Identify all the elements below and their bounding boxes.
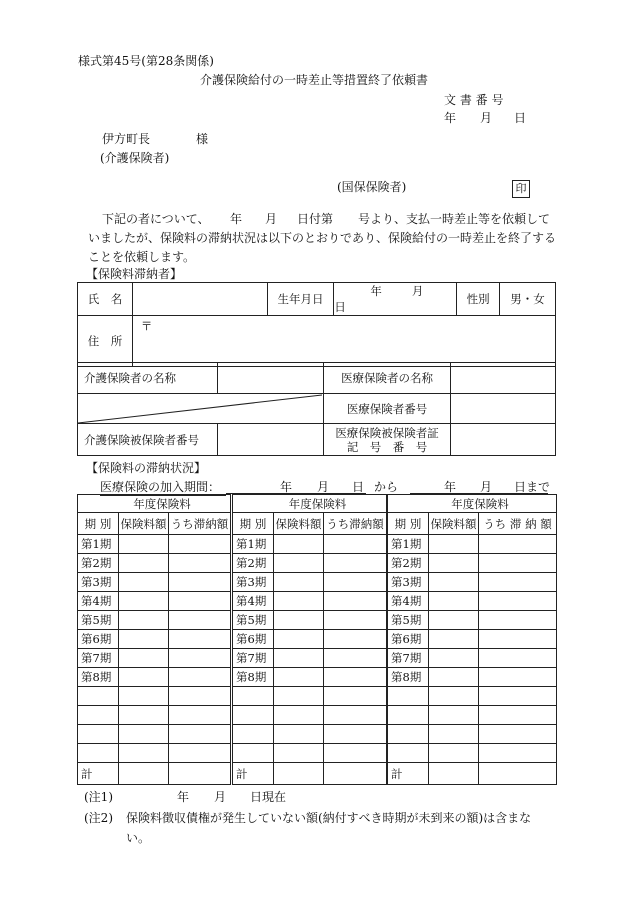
period-cell: 第7期 — [233, 649, 274, 668]
period-cell — [233, 706, 274, 725]
premium-cell[interactable] — [274, 630, 324, 649]
delinquent-cell[interactable] — [479, 706, 557, 725]
table-row — [233, 706, 387, 725]
delinquent-cell[interactable] — [479, 649, 557, 668]
iryo-insured-cert-label: 医療保険被保険者証 記 号 番 号 — [324, 424, 450, 456]
delinquent-cell[interactable] — [479, 725, 557, 744]
period-month-2: 月 — [480, 480, 493, 494]
premium-cell[interactable] — [274, 535, 324, 554]
table-row — [388, 611, 557, 630]
note-2-continuation: い。 — [126, 831, 151, 845]
delinquent-cell[interactable] — [479, 630, 557, 649]
premium-cell[interactable] — [119, 725, 169, 744]
table-row — [78, 535, 231, 554]
section-delinquent-title: 【保険料滞納者】 — [86, 267, 183, 281]
period-cell: 第2期 — [78, 554, 119, 573]
table-row — [78, 706, 231, 725]
delinquent-cell[interactable] — [169, 573, 231, 592]
period-day-1: 日 — [352, 480, 365, 494]
delinquent-cell[interactable] — [479, 687, 557, 706]
total-delinquent-cell[interactable] — [479, 763, 557, 785]
note-2-text: 保険料徴収債権が発生していない額(納付すべき時期が未到来の額)は含まな — [126, 811, 532, 825]
premium-cell[interactable] — [429, 649, 479, 668]
premium-cell[interactable] — [274, 687, 324, 706]
delinquent-cell[interactable] — [169, 687, 231, 706]
table-row — [388, 554, 557, 573]
doc-number-label: 文 書 番 号 — [444, 93, 504, 107]
delinquent-cell[interactable] — [324, 630, 387, 649]
period-cell: 第1期 — [78, 535, 119, 554]
delinquent-cell[interactable] — [169, 630, 231, 649]
col-delinquent: うち 滞 納 額 — [479, 513, 557, 535]
addressee-name: 伊方町長 — [102, 132, 151, 146]
seal-mark: 印 — [512, 177, 530, 198]
total-label: 計 — [233, 763, 274, 785]
year-block-2 — [232, 494, 387, 785]
period-cell — [233, 744, 274, 763]
table-row — [78, 649, 231, 668]
period-cell: 第5期 — [388, 611, 429, 630]
delinquent-cell[interactable] — [479, 668, 557, 687]
period-cell: 第4期 — [388, 592, 429, 611]
kaigo-insured-no-label: 介護保険被保険者番号 — [78, 424, 218, 456]
delinquent-cell[interactable] — [169, 668, 231, 687]
premium-cell[interactable] — [274, 592, 324, 611]
total-premium-cell[interactable] — [119, 763, 169, 785]
premium-cell[interactable] — [429, 706, 479, 725]
period-cell: 第2期 — [388, 554, 429, 573]
total-row — [233, 763, 387, 785]
year-header: 年度保険料 — [233, 495, 387, 513]
premium-cell[interactable] — [429, 744, 479, 763]
date-year: 年 — [444, 111, 457, 125]
premium-cell[interactable] — [429, 535, 479, 554]
delinquent-cell[interactable] — [324, 535, 387, 554]
delinquent-cell[interactable] — [479, 611, 557, 630]
period-from: から — [374, 480, 399, 494]
body-line-1-month: 月 — [265, 212, 278, 226]
col-premium: 保険料額 — [429, 513, 479, 535]
period-cell — [233, 687, 274, 706]
col-delinquent: うち滞納額 — [324, 513, 387, 535]
note-2-label: (注2) — [84, 811, 113, 825]
col-delinquent: うち滞納額 — [169, 513, 231, 535]
birth-value[interactable]: 年 月日 — [334, 283, 457, 316]
period-cell: 第8期 — [388, 668, 429, 687]
premium-cell[interactable] — [119, 535, 169, 554]
period-cell: 第7期 — [78, 649, 119, 668]
premium-cell[interactable] — [119, 554, 169, 573]
period-cell: 第6期 — [388, 630, 429, 649]
delinquent-cell[interactable] — [169, 554, 231, 573]
table-row — [233, 611, 387, 630]
col-premium: 保険料額 — [119, 513, 169, 535]
iryo-insurer-name-value[interactable] — [450, 363, 555, 394]
delinquent-cell[interactable] — [479, 554, 557, 573]
iryo-insurer-no-label: 医療保険者番号 — [324, 394, 450, 424]
document-title: 介護保険給付の一時差止等措置終了依頼書 — [200, 73, 429, 87]
col-period: 期 別 — [388, 513, 429, 535]
premium-cell[interactable] — [119, 744, 169, 763]
period-cell: 第5期 — [233, 611, 274, 630]
kaigo-insurer-name-label: 介護保険者の名称 — [78, 363, 218, 394]
period-cell: 第8期 — [233, 668, 274, 687]
delinquent-cell[interactable] — [479, 535, 557, 554]
col-period: 期 別 — [78, 513, 119, 535]
year-header: 年度保険料 — [78, 495, 231, 513]
body-line-1-dated: 日付第 — [297, 212, 334, 226]
sender-role: (国保保険者) — [337, 180, 407, 194]
table-row — [388, 668, 557, 687]
note-1-label: (注1) — [84, 790, 113, 804]
period-cell: 第6期 — [233, 630, 274, 649]
delinquent-cell[interactable] — [324, 668, 387, 687]
period-year-1: 年 — [280, 480, 293, 494]
premium-cell[interactable] — [274, 725, 324, 744]
address-value[interactable] — [132, 316, 555, 367]
period-day-2: 日まで — [514, 480, 551, 494]
delinquent-cell[interactable] — [324, 573, 387, 592]
period-cell: 第1期 — [233, 535, 274, 554]
delinquent-cell[interactable] — [324, 687, 387, 706]
note-1-date-suffix: 日現在 — [250, 790, 287, 804]
table-row — [233, 573, 387, 592]
period-cell: 第1期 — [388, 535, 429, 554]
body-line-1a: 下記の者について、 — [102, 212, 210, 226]
total-label: 計 — [388, 763, 429, 785]
table-row — [388, 535, 557, 554]
period-cell: 第4期 — [78, 592, 119, 611]
date-month: 月 — [480, 111, 493, 125]
table-row — [78, 573, 231, 592]
delinquent-cell[interactable] — [324, 649, 387, 668]
period-cell: 第7期 — [388, 649, 429, 668]
body-line-1b: 号より、支払一時差止等を依頼して — [358, 212, 551, 226]
table-row — [233, 668, 387, 687]
period-year-2: 年 — [444, 480, 457, 494]
premium-cell[interactable] — [274, 668, 324, 687]
period-cell: 第2期 — [233, 554, 274, 573]
table-row — [78, 630, 231, 649]
insurer-info-table — [77, 362, 556, 456]
delinquent-cell[interactable] — [479, 744, 557, 763]
birth-label: 生年月日 — [267, 283, 334, 316]
premium-cell[interactable] — [119, 630, 169, 649]
period-cell — [78, 706, 119, 725]
delinquent-cell[interactable] — [479, 592, 557, 611]
name-value[interactable] — [132, 283, 267, 316]
premium-cell[interactable] — [274, 649, 324, 668]
delinquent-cell[interactable] — [169, 649, 231, 668]
premium-cell[interactable] — [119, 649, 169, 668]
premium-cell[interactable] — [119, 592, 169, 611]
table-row — [78, 687, 231, 706]
table-row — [388, 744, 557, 763]
period-cell — [388, 706, 429, 725]
year-block-1 — [77, 494, 231, 785]
period-cell: 第3期 — [78, 573, 119, 592]
table-row — [233, 554, 387, 573]
premium-cell[interactable] — [429, 554, 479, 573]
table-row — [78, 725, 231, 744]
iryo-insured-cert-value[interactable] — [450, 424, 555, 456]
premium-cell[interactable] — [429, 725, 479, 744]
date-day: 日 — [514, 111, 527, 125]
col-period: 期 別 — [233, 513, 274, 535]
total-row — [388, 763, 557, 785]
table-row — [388, 687, 557, 706]
premium-cell[interactable] — [119, 573, 169, 592]
iryo-insurer-name-label: 医療保険者の名称 — [324, 363, 450, 394]
premium-cell[interactable] — [429, 668, 479, 687]
table-row — [233, 725, 387, 744]
table-row — [233, 687, 387, 706]
delinquent-cell[interactable] — [324, 592, 387, 611]
delinquent-cell[interactable] — [169, 592, 231, 611]
table-row — [388, 706, 557, 725]
table-row — [78, 554, 231, 573]
body-line-2: いましたが、保険料の滞納状況は以下のとおりであり、保険給付の一時差止を終了する — [88, 231, 557, 245]
section-status-title: 【保険料の滞納状況】 — [86, 461, 207, 475]
premium-cell[interactable] — [119, 668, 169, 687]
delinquent-info-table — [77, 282, 556, 367]
table-row — [78, 744, 231, 763]
period-cell: 第6期 — [78, 630, 119, 649]
table-row — [233, 592, 387, 611]
body-line-1-year: 年 — [230, 212, 243, 226]
col-premium: 保険料額 — [274, 513, 324, 535]
diagonal-blank-cell — [78, 394, 324, 424]
kaigo-insurer-name-value[interactable] — [218, 363, 324, 394]
form-number: 様式第45号(第28条関係) — [78, 54, 214, 68]
delinquent-cell[interactable] — [169, 706, 231, 725]
note-1-year: 年 — [177, 790, 190, 804]
premium-cell[interactable] — [274, 744, 324, 763]
table-row — [78, 592, 231, 611]
total-premium-cell[interactable] — [274, 763, 324, 785]
period-cell: 第8期 — [78, 668, 119, 687]
period-cell — [233, 725, 274, 744]
period-label: 医療保険の加入期間： — [100, 478, 226, 496]
iryo-insurer-no-value[interactable] — [450, 394, 555, 424]
delinquent-cell[interactable] — [169, 535, 231, 554]
table-row — [388, 592, 557, 611]
delinquency-status-grid — [77, 494, 556, 786]
premium-cell[interactable] — [274, 573, 324, 592]
total-label: 計 — [78, 763, 119, 785]
total-delinquent-cell[interactable] — [324, 763, 387, 785]
premium-cell[interactable] — [429, 573, 479, 592]
postal-mark: 〒 — [140, 319, 153, 333]
delinquent-cell[interactable] — [324, 725, 387, 744]
delinquent-cell[interactable] — [169, 725, 231, 744]
addressee-role: (介護保険者) — [100, 151, 170, 165]
diagonal-line — [78, 394, 322, 424]
year-header: 年度保険料 — [388, 495, 557, 513]
premium-cell[interactable] — [119, 687, 169, 706]
table-row — [78, 668, 231, 687]
delinquent-cell[interactable] — [324, 744, 387, 763]
period-cell — [388, 687, 429, 706]
address-label: 住 所 — [78, 316, 133, 367]
sex-label: 性別 — [457, 283, 500, 316]
period-cell: 第3期 — [388, 573, 429, 592]
period-cell — [388, 725, 429, 744]
premium-cell[interactable] — [119, 706, 169, 725]
sex-value[interactable]: 男・女 — [500, 283, 556, 316]
period-cell — [388, 744, 429, 763]
premium-cell[interactable] — [429, 611, 479, 630]
total-premium-cell[interactable] — [429, 763, 479, 785]
name-label: 氏 名 — [78, 283, 133, 316]
period-month-1: 月 — [317, 480, 330, 494]
table-row — [233, 744, 387, 763]
total-row — [78, 763, 231, 785]
table-row — [233, 630, 387, 649]
period-cell: 第5期 — [78, 611, 119, 630]
delinquent-cell[interactable] — [169, 611, 231, 630]
table-row — [388, 573, 557, 592]
premium-cell[interactable] — [274, 706, 324, 725]
year-block-3 — [387, 494, 557, 785]
table-row — [388, 649, 557, 668]
total-delinquent-cell[interactable] — [169, 763, 231, 785]
period-cell: 第4期 — [233, 592, 274, 611]
period-cell — [78, 744, 119, 763]
delinquent-cell[interactable] — [324, 554, 387, 573]
delinquent-cell[interactable] — [479, 573, 557, 592]
period-cell — [78, 725, 119, 744]
table-row — [388, 725, 557, 744]
table-row — [233, 535, 387, 554]
premium-cell[interactable] — [429, 592, 479, 611]
delinquent-cell[interactable] — [324, 706, 387, 725]
delinquent-cell[interactable] — [169, 744, 231, 763]
period-cell — [78, 687, 119, 706]
premium-cell[interactable] — [429, 687, 479, 706]
table-row — [233, 649, 387, 668]
premium-cell[interactable] — [274, 554, 324, 573]
body-line-3: ことを依頼します。 — [88, 250, 196, 264]
premium-cell[interactable] — [429, 630, 479, 649]
kaigo-insured-no-value[interactable] — [218, 424, 324, 456]
period-cell: 第3期 — [233, 573, 274, 592]
delinquent-cell[interactable] — [324, 611, 387, 630]
premium-cell[interactable] — [119, 611, 169, 630]
table-row — [78, 611, 231, 630]
table-row — [388, 630, 557, 649]
addressee-honorific: 様 — [196, 132, 209, 146]
note-1-month: 月 — [214, 790, 227, 804]
premium-cell[interactable] — [274, 611, 324, 630]
